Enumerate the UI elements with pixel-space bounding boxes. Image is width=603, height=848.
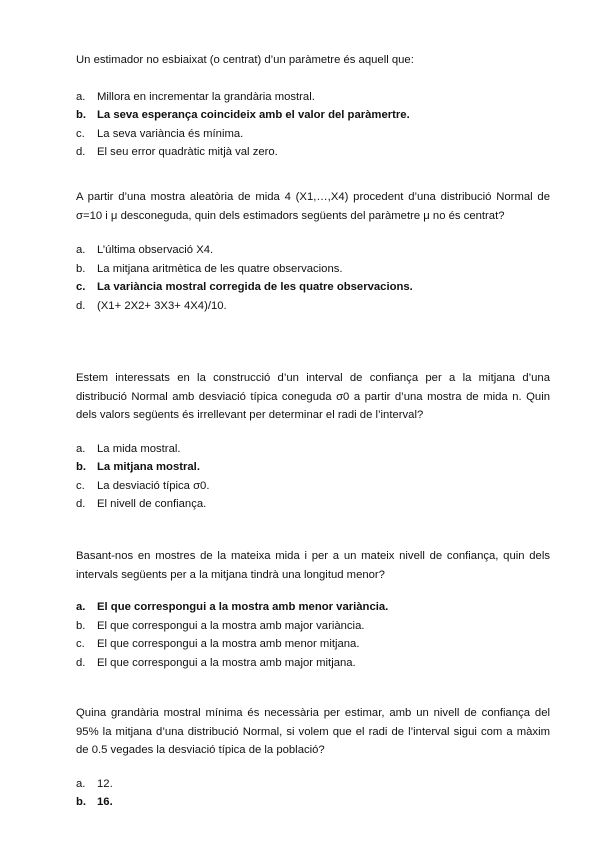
- option-letter: d.: [76, 498, 86, 510]
- question-2: [76, 188, 550, 315]
- option-text: El nivell de confiança.: [97, 498, 207, 510]
- answer-option-d: [76, 143, 550, 162]
- answer-option-a: [76, 88, 550, 107]
- option-letter: c.: [76, 638, 85, 650]
- option-text: El que correspongui a la mostra amb major mitjana.: [97, 656, 356, 669]
- option-letter: a.: [76, 90, 86, 103]
- answer-option-a: [76, 598, 550, 617]
- option-text: 16.: [97, 796, 113, 808]
- answer-option-b: [76, 617, 550, 636]
- option-letter: c.: [76, 281, 86, 293]
- answer-option-b: [76, 260, 550, 279]
- answer-option-b: [76, 793, 550, 812]
- option-letter: a.: [76, 244, 86, 256]
- option-text: La mida mostral.: [97, 442, 181, 455]
- question-text: Un estimador no esbiaixat (o centrat) d’un paràmetre és aquell que:: [76, 54, 414, 66]
- option-letter: d.: [76, 656, 86, 669]
- option-letter: a.: [76, 442, 86, 455]
- option-letter: c.: [76, 127, 85, 140]
- question-text: Quina grandària mostral mínima és necessària per estimar, amb un nivell de confiança del 95% la mitjana d’una distribució Normal, si volem que el radi de l’interval sigui com a màxim de 0.5 vegades la desviació típica de la població?: [76, 707, 550, 756]
- option-letter: d.: [76, 299, 86, 312]
- option-letter: a.: [76, 601, 86, 613]
- option-text: El seu error quadràtic mitjà val zero.: [97, 146, 278, 158]
- option-text: La variància mostral corregida de les quatre observacions.: [97, 281, 413, 293]
- question-3: [76, 369, 550, 514]
- option-text: El que correspongui a la mostra amb menor variància.: [97, 601, 389, 613]
- answer-options: [76, 88, 550, 162]
- answer-options: [76, 598, 550, 672]
- option-letter: a.: [76, 777, 86, 790]
- answer-options: [76, 775, 550, 812]
- question-4: [76, 547, 550, 672]
- option-text: La seva esperança coincideix amb el valor del paràmertre.: [97, 109, 410, 121]
- question-text: Estem interessats en la construcció d’un interval de confiança per a la mitjana d’una distribució Normal amb desviació típica coneguda σ0 a partir d’una mostra de mida n. Quin dels valors següents és irrellevant per determinar el radi de l’interval?: [76, 372, 550, 421]
- option-letter: d.: [76, 146, 86, 158]
- answer-option-b: [76, 458, 550, 477]
- option-text: La seva variància és mínima.: [97, 127, 244, 140]
- option-text: Millora en incrementar la grandària mostral.: [97, 90, 315, 103]
- answer-option-a: [76, 440, 550, 459]
- question-text: Basant-nos en mostres de la mateixa mida i per a un mateix nivell de confiança, quin dels intervals següents per a la mitjana tindrà una longitud menor?: [76, 550, 550, 581]
- answer-option-c: [76, 477, 550, 496]
- answer-option-d: [76, 495, 550, 514]
- answer-option-a: [76, 241, 550, 260]
- option-text: La desviació típica σ0.: [97, 479, 210, 492]
- answer-options: [76, 241, 550, 315]
- answer-option-a: [76, 775, 550, 794]
- answer-option-d: [76, 654, 550, 673]
- answer-option-c: [76, 125, 550, 144]
- option-letter: b.: [76, 796, 87, 808]
- option-text: El que correspongui a la mostra amb menor mitjana.: [97, 638, 360, 650]
- option-letter: b.: [76, 619, 86, 632]
- answer-option-c: [76, 635, 550, 654]
- option-letter: b.: [76, 461, 87, 473]
- option-text: La mitjana mostral.: [97, 461, 200, 473]
- question-1: [76, 51, 550, 162]
- option-text: L’última observació X4.: [97, 244, 214, 256]
- answer-option-d: [76, 297, 550, 316]
- question-text: A partir d’una mostra aleatòria de mida 4 (X1,…,X4) procedent d’una distribució Normal de σ=10 i μ desconeguda, quin dels estimadors següents del paràmetre μ no és centrat?: [76, 191, 550, 222]
- option-letter: c.: [76, 479, 85, 492]
- option-letter: b.: [76, 262, 86, 275]
- question-5: [76, 704, 550, 812]
- option-text: La mitjana aritmètica de les quatre observacions.: [97, 262, 343, 275]
- answer-option-c: [76, 278, 550, 297]
- option-letter: b.: [76, 109, 87, 121]
- option-text: 12.: [97, 777, 113, 790]
- answer-option-b: [76, 106, 550, 125]
- option-text: El que correspongui a la mostra amb major variància.: [97, 619, 365, 632]
- answer-options: [76, 440, 550, 514]
- option-text: (X1+ 2X2+ 3X3+ 4X4)/10.: [97, 299, 227, 312]
